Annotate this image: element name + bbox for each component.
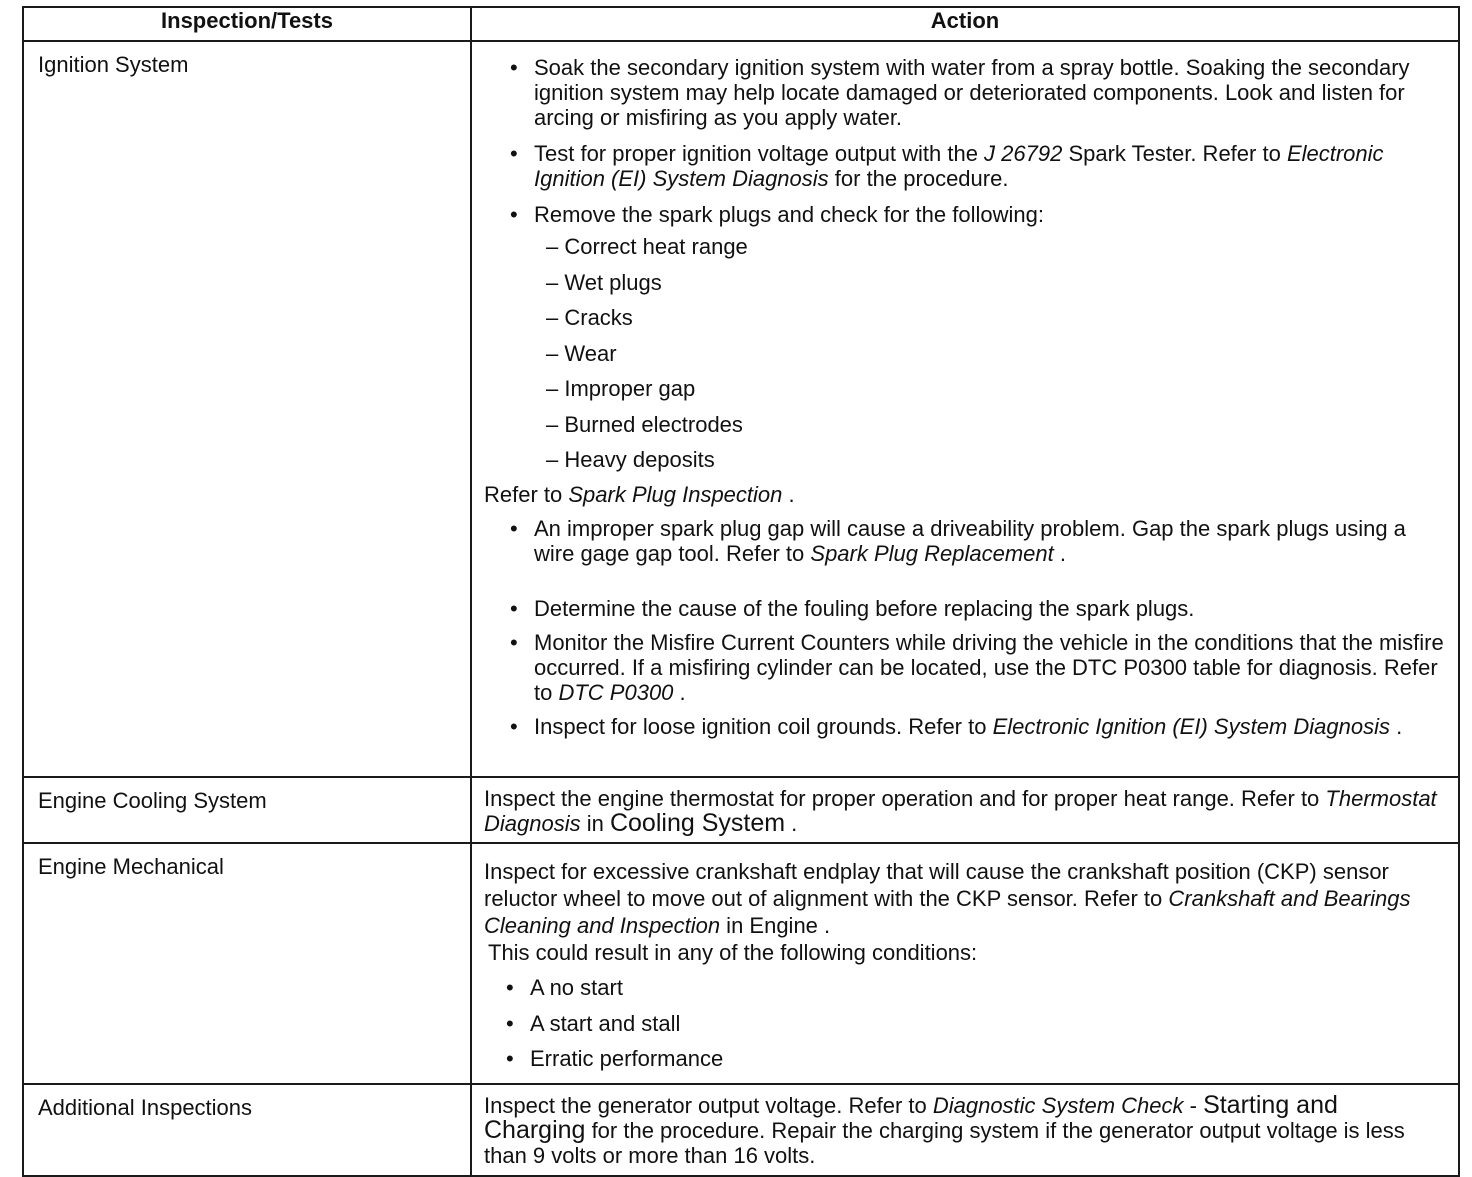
ignition-bullet-improper-gap-post: . — [1053, 540, 1066, 566]
cooling-text-post: . — [785, 811, 798, 836]
link-spark-plug-replacement[interactable]: Spark Plug Replacement — [810, 540, 1054, 566]
inspection-table — [22, 6, 1460, 1177]
additional-text-post: for the procedure. Repair the charging system if the generator output voltage is less than 9 volts or more than 16 volts. — [484, 1117, 1405, 1168]
row-engine-cooling-system — [23, 777, 1459, 843]
link-spark-plug-inspection[interactable]: Spark Plug Inspection — [568, 481, 783, 507]
link-cooling-system[interactable]: Cooling System — [609, 809, 786, 837]
action-ignition-system — [471, 41, 1459, 777]
additional-text-pre: Inspect the generator output voltage. Refer to — [484, 1092, 933, 1118]
ignition-bullet-voltage-post: for the procedure. — [828, 166, 1009, 191]
row-ignition-system — [23, 41, 1459, 777]
check-item: – Improper gap — [546, 376, 696, 401]
ignition-bullet-coil-grounds: • Inspect for loose ignition coil grounds. Refer to Electronic Ignition (EI) System Diagnosis . — [510, 713, 1403, 739]
tool-j26792: J 26792 — [984, 141, 1063, 166]
additional-text-dash: - — [1183, 1092, 1204, 1118]
check-item: – Heavy deposits — [546, 447, 715, 472]
row-additional-inspections — [23, 1084, 1459, 1176]
mechanical-conditions-intro: This could result in any of the following conditions: — [488, 940, 978, 965]
ignition-bullet-improper-gap-text: An improper spark plug gap will cause a driveability problem. Gap the spark plugs using a wire gage gap tool. Refer to — [534, 515, 1406, 566]
ignition-bullet-misfire-counters: • Monitor the Misfire Current Counters while driving the vehicle in the conditions that the misfire occurred. If a misfiring cylinder can be located, use the DTC P0300 table for diagnosis. Refer to DTC P0300 . — [510, 629, 1444, 705]
category-additional-inspections: Additional Inspections — [23, 1084, 471, 1176]
ignition-bullet-misfire-text: Monitor the Misfire Current Counters while driving the vehicle in the conditions that the misfire occurred. If a misfiring cylinder can be located, use the DTC P0300 table for diagnosis. Refer to — [534, 629, 1444, 705]
link-diagnostic-system-check[interactable]: Diagnostic System Check — [932, 1092, 1184, 1118]
condition-item: • Erratic performance — [506, 1046, 724, 1071]
cooling-text-pre: Inspect the engine thermostat for proper operation and for proper heat range. Refer to — [484, 786, 1326, 811]
refer-post: . — [782, 481, 795, 507]
header-action: Action — [471, 7, 1459, 41]
ignition-bullet-fouling-text: Determine the cause of the fouling before replacing the spark plugs. — [534, 595, 1195, 621]
ignition-bullet-coil-post: . — [1389, 713, 1403, 739]
category-ignition-system: Ignition System — [23, 41, 471, 777]
cooling-text — [484, 786, 1446, 836]
ignition-bullet-voltage-text: Test for proper ignition voltage output with the — [534, 141, 985, 166]
check-item-text: Burned electrodes — [564, 411, 743, 437]
ignition-bullet-soak-text: Soak the secondary ignition system with water from a spray bottle. Soaking the secondary ignition system may help locate damaged or deteriorated components. Look and listen for arcing or misfiring as you apply water. — [534, 55, 1410, 130]
refer-text: Refer to — [484, 481, 569, 507]
row-engine-mechanical — [23, 843, 1459, 1084]
action-additional-inspections — [471, 1084, 1459, 1176]
category-engine-mechanical: Engine Mechanical — [23, 843, 471, 1084]
check-item-text: Cracks — [564, 305, 633, 330]
link-starting-and-charging[interactable]: Starting and Charging — [484, 1090, 1338, 1144]
ignition-bullet-soak: • Soak the secondary ignition system with water from a spray bottle. Soaking the secondary ignition system may help locate damaged or deteriorated components. Look and listen for arcing or misfiring as you apply water. — [510, 55, 1410, 130]
check-item: – Burned electrodes — [546, 411, 743, 437]
check-item-text: Wear — [564, 340, 617, 366]
refer-spark-plug-inspection — [484, 482, 1446, 507]
mechanical-text — [484, 858, 1446, 939]
check-item-text: Improper gap — [564, 376, 696, 401]
check-item-text: Correct heat range — [564, 234, 748, 259]
spark-plug-check-list — [484, 229, 1446, 478]
ignition-bullet-improper-gap: • An improper spark plug gap will cause a driveability problem. Gap the spark plugs using a wire gage gap tool. Refer to Spark Plug Replacement . — [510, 515, 1406, 566]
link-ei-system-diagnosis[interactable]: Electronic Ignition (EI) System Diagnosis — [534, 141, 1384, 191]
link-dtc-p0300[interactable]: DTC P0300 — [558, 679, 674, 705]
ignition-bullet-fouling: • Determine the cause of the fouling before replacing the spark plugs. — [510, 595, 1195, 621]
ignition-bullet-misfire-post: . — [673, 679, 686, 705]
additional-text — [484, 1090, 1446, 1168]
ignition-bullet-voltage-mid: Spark Tester. Refer to — [1062, 141, 1287, 166]
link-ei-system-diagnosis-2[interactable]: Electronic Ignition (EI) System Diagnosis — [992, 713, 1390, 739]
action-engine-mechanical — [471, 843, 1459, 1084]
check-item: – Wet plugs — [546, 269, 662, 295]
check-item: – Correct heat range — [546, 234, 748, 259]
check-item-text: Wet plugs — [564, 269, 662, 295]
check-item: – Cracks — [546, 305, 633, 330]
mechanical-conditions-list — [484, 970, 1446, 1077]
ignition-bullet-voltage: • Test for proper ignition voltage output with the J 26792 Spark Tester. Refer to Electronic Ignition (EI) System Diagnosis for the procedure. — [510, 141, 1384, 191]
mechanical-text-post: in Engine . — [720, 913, 831, 938]
ignition-bullet-remove-plugs: • Remove the spark plugs and check for the following: — [510, 202, 1044, 227]
link-thermostat-diagnosis[interactable]: Thermostat Diagnosis — [484, 786, 1437, 836]
cooling-text-mid: in — [580, 811, 610, 836]
link-crankshaft-bearings-inspection[interactable]: Crankshaft and Bearings Cleaning and Inspection — [484, 886, 1411, 938]
condition-item-text: A no start — [530, 975, 623, 1000]
ignition-bullet-remove-plugs-text: Remove the spark plugs and check for the following: — [534, 202, 1044, 227]
condition-item-text: A start and stall — [530, 1010, 681, 1036]
check-item: – Wear — [546, 340, 617, 366]
condition-item: • A no start — [506, 975, 623, 1000]
header-inspection-tests: Inspection/Tests — [23, 7, 471, 41]
condition-item-text: Erratic performance — [530, 1046, 724, 1071]
ignition-bullet-coil-text: Inspect for loose ignition coil grounds. Refer to — [534, 713, 993, 739]
condition-item: • A start and stall — [506, 1010, 681, 1036]
mechanical-text-pre: Inspect for excessive crankshaft endplay that will cause the crankshaft position (CKP) sensor reluctor wheel to move out of alignment with the CKP sensor. Refer to — [484, 859, 1389, 911]
category-engine-cooling-system: Engine Cooling System — [23, 777, 471, 843]
header-row — [23, 7, 1459, 41]
check-item-text: Heavy deposits — [564, 447, 715, 472]
action-engine-cooling-system — [471, 777, 1459, 843]
